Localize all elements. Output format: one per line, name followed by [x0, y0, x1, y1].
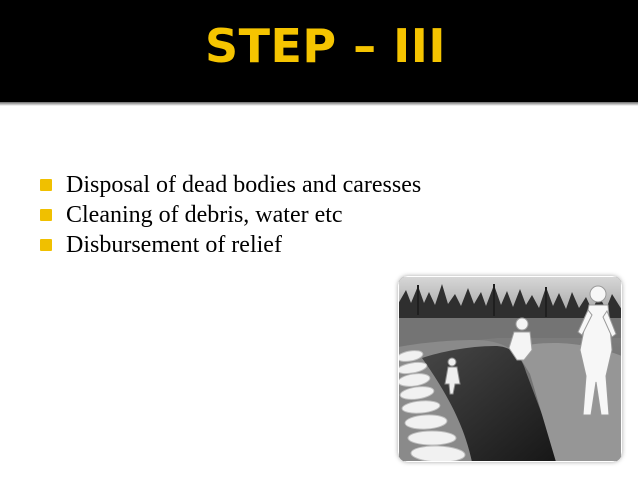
- photo-illustration: [398, 276, 622, 462]
- bullet-item: [40, 200, 421, 230]
- slide-title: STEP – III: [205, 19, 447, 73]
- bullet-item: [40, 170, 421, 200]
- bullet-text: Cleaning of debris, water etc: [66, 201, 343, 228]
- title-bar: [0, 0, 638, 102]
- bullet-text: Disbursement of relief: [66, 231, 282, 258]
- bullet-item: [40, 230, 421, 260]
- bullet-square-icon: [40, 179, 52, 191]
- bullet-text: Disposal of dead bodies and caresses: [66, 171, 422, 198]
- bullet-square-icon: [40, 209, 52, 221]
- bullet-list: [40, 170, 421, 260]
- mass-grave-photo: [398, 276, 622, 462]
- title-bar-shadow: [0, 102, 638, 106]
- bullet-square-icon: [40, 239, 52, 251]
